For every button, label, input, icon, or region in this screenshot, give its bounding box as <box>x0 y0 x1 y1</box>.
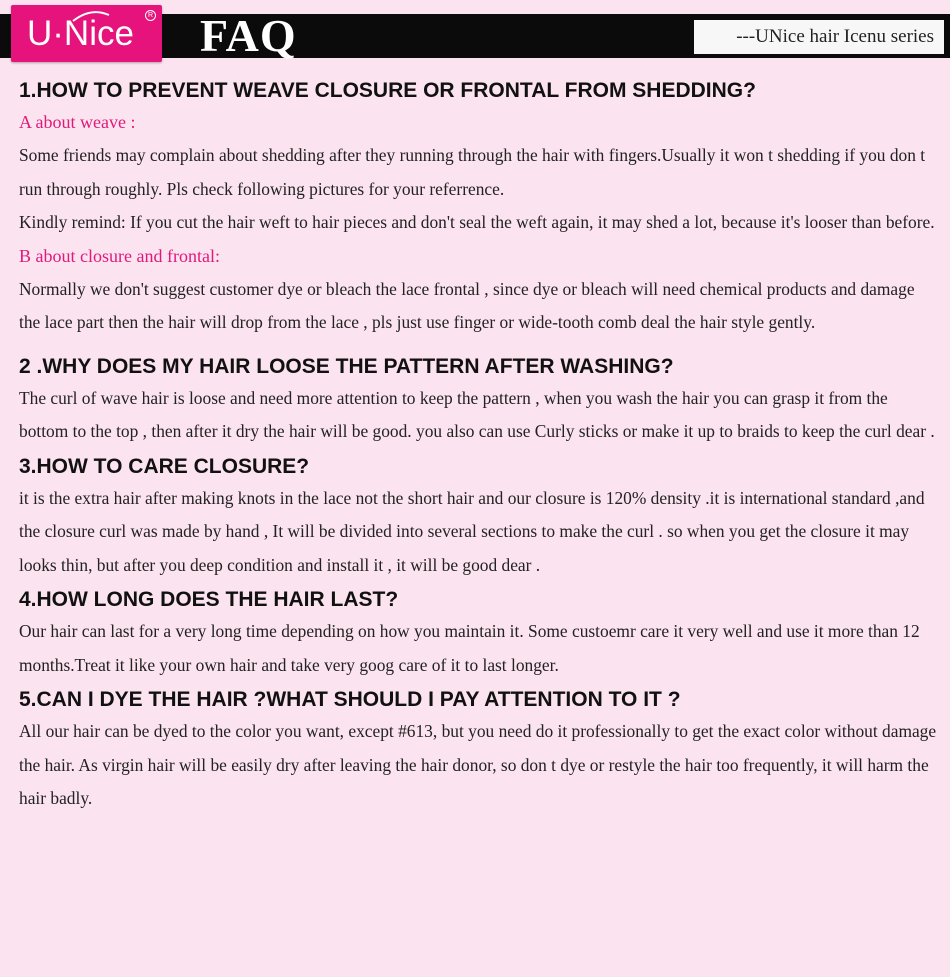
page-header <box>0 0 950 74</box>
faq-item-3 <box>19 452 939 583</box>
faq-answer: Our hair can last for a very long time depending on how you maintain it. Some custoemr care it very well and use it more than 12 months.Treat it like your own hair and take very goog care of it to last longer. <box>19 621 920 675</box>
faq-answer: Normally we don't suggest customer dye or bleach the lace frontal , since dye or bleach will need chemical products and damage the lace part then the hair will drop from the lace , pls just use finger or wide-tooth comb deal the hair style gently. <box>19 278 915 332</box>
faq-answer: Some friends may complain about shedding after they running through the hair with fingers.Usually it won t shedding if you don t run through roughly. Pls check following pictures for your referrence. <box>19 145 926 199</box>
faq-content <box>19 76 939 816</box>
faq-item-5 <box>19 685 939 816</box>
brand-logo <box>11 5 162 62</box>
faq-answer: All our hair can be dyed to the color you want, except #613, but you need do it professionally to get the exact color without damage the hair. As virgin hair will be easily dry after leaving the hair donor, so don t dye or restyle the hair too frequently, it will harm the hair badly. <box>19 721 937 808</box>
faq-question: 2 .WHY DOES MY HAIR LOOSE THE PATTERN AFTER WASHING? <box>19 354 674 378</box>
faq-answer: Kindly remind: If you cut the hair weft to hair pieces and don't seal the weft again, it may shed a lot, because it's looser than before. <box>19 212 935 232</box>
faq-question: 4.HOW LONG DOES THE HAIR LAST? <box>19 588 399 611</box>
faq-question: 1.HOW TO PREVENT WEAVE CLOSURE OR FRONTAL FROM SHEDDING? <box>19 79 756 102</box>
faq-answer: it is the extra hair after making knots in the lace not the short hair and our closure is 120% density .it is international standard ,and the closure curl was made by hand , It will be divided into several sections to make the curl . so when you get the closure it may looks thin, but after you deep condition and install it , it will be good dear . <box>19 487 925 575</box>
registered-mark-icon: R <box>145 10 156 21</box>
series-label-box <box>694 20 944 54</box>
faq-question: 3.HOW TO CARE CLOSURE? <box>19 454 310 478</box>
page-title: FAQ <box>200 10 297 61</box>
logo-text: U·Nice <box>27 14 134 53</box>
series-label: ---UNice hair Icenu series <box>736 26 934 47</box>
faq-item-2 <box>19 352 939 449</box>
faq-subtitle: B about closure and frontal: <box>19 245 220 266</box>
faq-subtitle: A about weave : <box>19 112 136 132</box>
faq-question: 5.CAN I DYE THE HAIR ?WHAT SHOULD I PAY ATTENTION TO IT ? <box>19 688 681 711</box>
faq-item-1 <box>19 76 939 340</box>
faq-answer: The curl of wave hair is loose and need more attention to keep the pattern , when you wash the hair you can grasp it from the bottom to the top , then after it dry the hair will be good. you also can use Curly sticks or make it up to braids to keep the curl dear . <box>19 387 935 441</box>
faq-item-4 <box>19 585 939 682</box>
